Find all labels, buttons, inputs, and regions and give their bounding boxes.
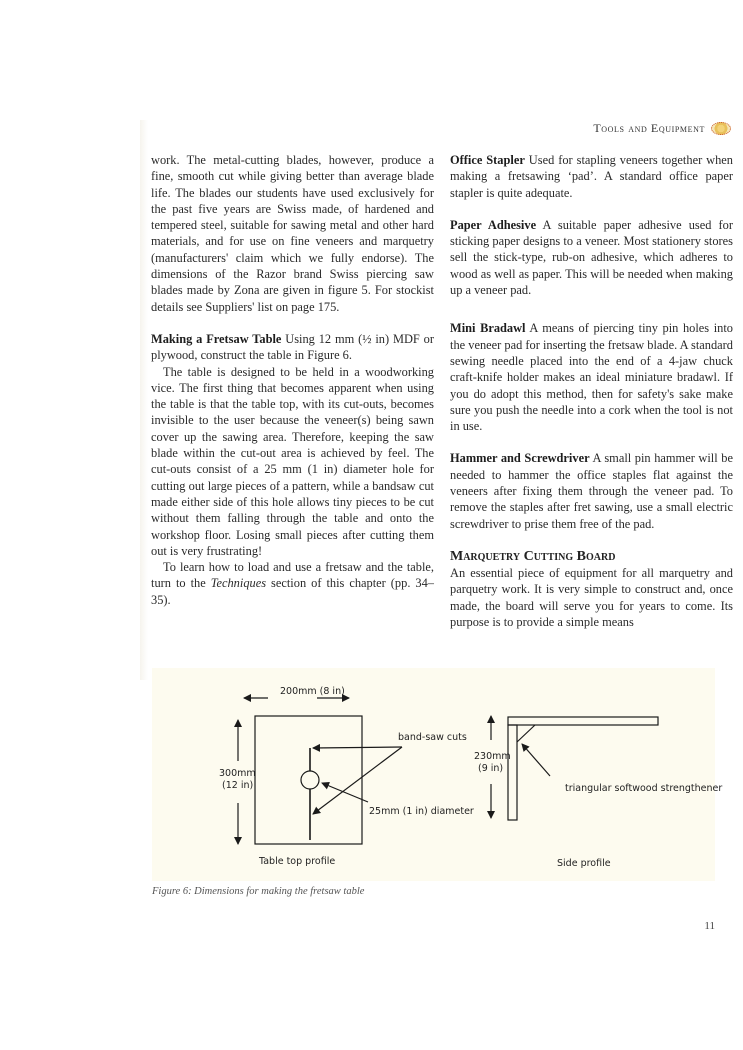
side-height-label: 230mm	[474, 751, 511, 762]
height-dimension-label: 300mm	[219, 768, 256, 779]
side-profile-label: Side profile	[557, 858, 611, 869]
table-top-profile-label: Table top profile	[259, 856, 336, 867]
paragraph-cutting-board: An essential piece of equipment for all marquetry and parquetry work. It is very simple to construct and, once made, the board will serve you for years to come. Its purpose is to provide a simple means	[450, 565, 733, 629]
entry-mini-bradawl	[450, 320, 733, 434]
entry-hammer-screwdriver	[450, 450, 733, 531]
right-column	[450, 152, 733, 630]
entry-term: Office Stapler	[450, 153, 525, 167]
bandsaw-cuts-label: band-saw cuts	[398, 732, 467, 743]
paragraph-fretsaw-table	[151, 331, 434, 364]
entry-text: A small pin hammer will be needed to hammer the office staples flat against the veneers after fixing them through the veneer pad. To remove the staples after fret sawing, use a small electric screwdriver to prise them free of the pad.	[450, 451, 733, 531]
paragraph-techniques-ref	[151, 559, 434, 608]
entry-paper-adhesive	[450, 217, 733, 298]
paragraph-text: Using 12 mm (½ in) MDF or plywood, construct the table in Figure 6.	[151, 331, 434, 363]
page-gutter-shadow	[140, 120, 148, 680]
page-number: 11	[704, 920, 715, 932]
entry-text: A suitable paper adhesive used for sticking paper designs to a veneer. Most stationery stores sell the stick-type, rub-on adhesive, which adheres to wood as well as paper. This will be needed when making up a veneer pad.	[450, 217, 733, 298]
figure-6	[152, 668, 723, 881]
running-header	[593, 121, 731, 136]
figure-caption: Figure 6: Dimensions for making the fretsaw table	[152, 886, 365, 897]
paragraph-text: section of this chapter (pp. 34–35).	[151, 576, 434, 607]
paragraph-table-design: The table is designed to be held in a woodworking vice. The first thing that becomes apparent when using the table is that the table top, with its cut-outs, becomes invisible to the user because the veneer(s) being sawn cover up the sawing area. Therefore, keeping the saw blade within the cut-out area is achieved by feel. The cut-outs consist of a 25 mm (1 in) diameter hole for cutting out large pieces of a pattern, while a bandsaw cut made either side of this hole allows tiny pieces to be cut without them falling through the table and onto the workshop floor. Losing small pieces after cutting them out is very frustrating!	[151, 364, 434, 558]
paragraph-text: To learn how to load and use a fretsaw and the table, turn to the	[151, 560, 434, 591]
running-title: Tools and Equipment	[593, 121, 705, 135]
techniques-reference: Techniques	[210, 576, 267, 591]
hole-diameter-label: 25mm (1 in) diameter	[369, 806, 474, 817]
entry-term: Hammer and Screwdriver	[450, 451, 590, 466]
sun-emblem-icon	[711, 122, 731, 135]
entry-term: Paper Adhesive	[450, 217, 537, 232]
paragraph-blades: work. The metal-cutting blades, however, produce a fine, smooth cut while giving better than average blade life. The blades our students have used exclusively for the past five years are Swiss made, of hardened and tempered steel, suitable for sawing metal and other hard materials, and for use on fine veneers and marquetry (manufacturers' claim which we fully endorse). The dimensions of the Razor brand Swiss piercing saw blades made by Zona are given in figure 5. For stockist details see Suppliers' list on page 175.	[151, 153, 434, 314]
height-dimension-label-inches: (12 in)	[222, 780, 254, 791]
entry-text: A means of piercing tiny pin holes into the veneer pad for inserting the fretsaw blade. A standard sewing needle placed into the end of a 4-jaw chuck craft-knife holder makes an ideal miniature bradawl. If you do adopt this method, then for safety's sake make sure you push the needle into a cork when the tool is not in use.	[450, 321, 733, 434]
entry-term: Mini Bradawl	[450, 321, 526, 336]
term-making-fretsaw-table: Making a Fretsaw Table	[151, 331, 282, 346]
strengthener-label: triangular softwood strengthener	[565, 783, 723, 794]
left-column	[151, 152, 434, 608]
side-height-label-inches: (9 in)	[478, 763, 504, 774]
width-dimension-label: 200mm (8 in)	[280, 686, 345, 697]
entry-office-stapler	[450, 152, 733, 201]
entry-text: Used for stapling veneers together when making a fretsawing ‘pad’. A standard office paper stapler is quite adequate.	[450, 153, 733, 200]
section-heading: Marquetry Cutting Board	[450, 548, 616, 564]
